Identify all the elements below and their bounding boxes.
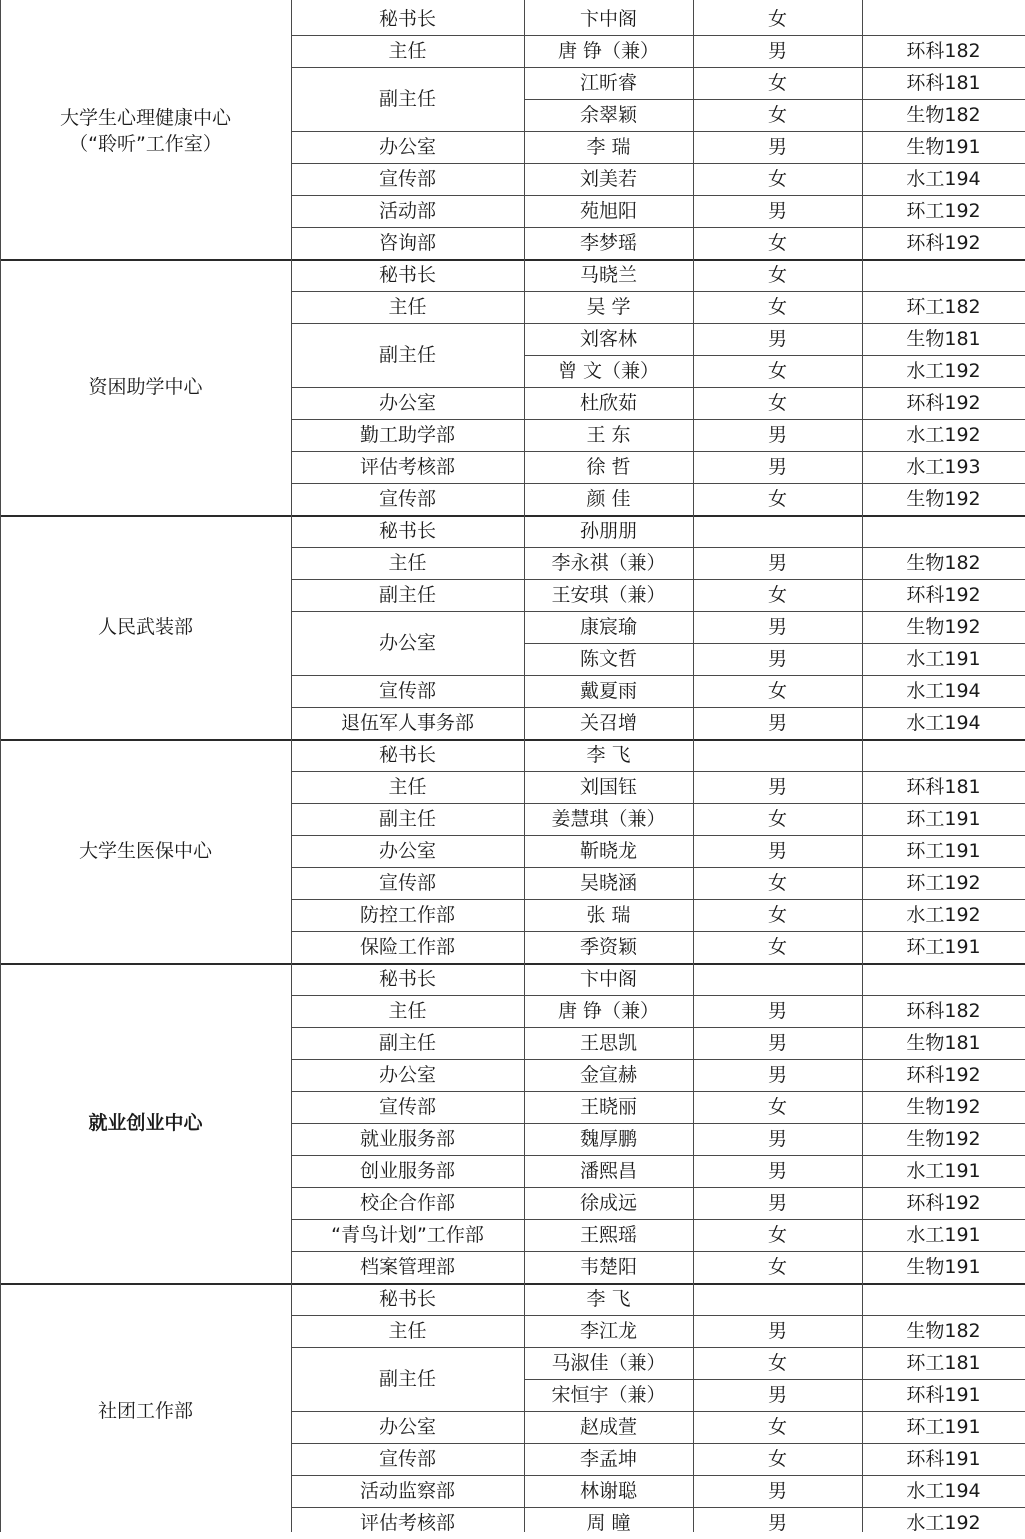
class-cell: 生物191 [906, 1256, 981, 1278]
position-cell: 主任 [388, 40, 427, 62]
class-cell [862, 3, 1025, 35]
row-divider [291, 995, 1025, 996]
row-divider [291, 323, 1025, 324]
class-cell: 生物192 [906, 488, 981, 510]
position-cell: 副主任 [378, 808, 436, 830]
row-divider [291, 131, 1025, 132]
class-cell: 水工191 [906, 648, 981, 670]
gender-cell: 男 [767, 1192, 787, 1214]
row-divider [291, 675, 1025, 676]
group-divider [0, 515, 1025, 517]
row-divider [291, 1347, 1025, 1348]
class-cell: 环工191 [906, 840, 981, 862]
class-cell: 环工191 [906, 1416, 981, 1438]
class-cell: 生物182 [906, 104, 981, 126]
member-name-cell: 曾 文（兼） [557, 360, 660, 382]
member-name-cell: 康宸瑜 [579, 616, 637, 638]
member-name-cell: 卞中阁 [579, 968, 637, 990]
row-divider [291, 1411, 1025, 1412]
position-cell: 副主任 [378, 1368, 436, 1390]
org-name-cell: 大学生心理健康中心 （“聆听”工作室） [59, 107, 231, 155]
member-name-cell: 林谢聪 [579, 1480, 637, 1502]
position-cell: 副主任 [378, 1032, 436, 1054]
gender-cell: 女 [767, 1416, 787, 1438]
row-divider [291, 1315, 1025, 1316]
position-cell: 活动监察部 [359, 1480, 455, 1502]
row-divider [291, 1187, 1025, 1188]
gender-cell: 男 [767, 712, 787, 734]
gender-cell: 女 [767, 72, 787, 94]
class-cell: 环工191 [906, 936, 981, 958]
column-divider [524, 0, 525, 1532]
class-cell [862, 259, 1025, 291]
member-name-cell: 魏厚鹏 [579, 1128, 637, 1150]
position-cell: 主任 [388, 296, 427, 318]
member-name-cell: 王晓丽 [579, 1096, 637, 1118]
class-cell: 环科191 [906, 1384, 981, 1406]
member-name-cell: 季资颖 [579, 936, 637, 958]
gender-cell: 男 [767, 456, 787, 478]
row-divider [291, 707, 1025, 708]
position-cell: 保险工作部 [359, 936, 455, 958]
group-divider [0, 963, 1025, 965]
position-cell: 办公室 [378, 840, 436, 862]
row-divider [524, 355, 1025, 356]
member-name-cell: 李江龙 [579, 1320, 637, 1342]
position-cell: 勤工助学部 [359, 424, 455, 446]
position-cell: 办公室 [378, 1416, 436, 1438]
member-name-cell: 戴夏雨 [579, 680, 637, 702]
class-cell: 环工181 [906, 1352, 981, 1374]
gender-cell: 女 [767, 872, 787, 894]
gender-cell: 男 [767, 136, 787, 158]
row-divider [291, 1219, 1025, 1220]
member-name-cell: 马淑佳（兼） [551, 1352, 666, 1374]
class-cell: 水工192 [906, 1512, 981, 1534]
member-name-cell: 李 飞 [586, 1288, 631, 1310]
class-cell: 环工182 [906, 296, 981, 318]
position-cell: 宣传部 [378, 488, 436, 510]
group-divider [0, 739, 1025, 741]
row-divider [291, 611, 1025, 612]
position-cell: 办公室 [378, 632, 436, 654]
position-cell: 咨询部 [378, 232, 436, 254]
gender-cell: 男 [767, 776, 787, 798]
class-cell [862, 1283, 1025, 1315]
class-cell: 生物181 [906, 328, 981, 350]
position-cell: 宣传部 [378, 872, 436, 894]
gender-cell: 女 [767, 1256, 787, 1278]
position-cell: 副主任 [378, 88, 436, 110]
gender-cell: 女 [767, 264, 787, 286]
gender-cell: 男 [767, 1480, 787, 1502]
row-divider [291, 835, 1025, 836]
class-cell: 水工192 [906, 360, 981, 382]
gender-cell: 男 [767, 1128, 787, 1150]
position-cell: 秘书长 [378, 744, 436, 766]
class-cell: 水工191 [906, 1160, 981, 1182]
member-name-cell: 宋恒宇（兼） [551, 1384, 666, 1406]
class-cell: 水工194 [906, 680, 981, 702]
position-cell: 秘书长 [378, 1288, 436, 1310]
class-cell: 生物182 [906, 1320, 981, 1342]
class-cell: 水工194 [906, 1480, 981, 1502]
member-name-cell: 唐 铮（兼） [557, 40, 660, 62]
class-cell: 环科192 [906, 584, 981, 606]
member-name-cell: 关召增 [579, 712, 637, 734]
position-cell: 评估考核部 [359, 1512, 455, 1534]
position-cell: 主任 [388, 552, 427, 574]
member-name-cell: 吴晓涵 [579, 872, 637, 894]
row-divider [291, 1091, 1025, 1092]
class-cell [862, 739, 1025, 771]
position-cell: 就业服务部 [359, 1128, 455, 1150]
gender-cell [693, 739, 862, 771]
member-name-cell: 姜慧琪（兼） [551, 808, 666, 830]
row-divider [291, 387, 1025, 388]
position-cell: 秘书长 [378, 520, 436, 542]
row-divider [291, 1251, 1025, 1252]
member-name-cell: 吴 学 [586, 296, 631, 318]
member-name-cell: 卞中阁 [579, 8, 637, 30]
member-name-cell: 李永祺（兼） [551, 552, 666, 574]
gender-cell: 女 [767, 936, 787, 958]
row-divider [291, 195, 1025, 196]
position-cell: 秘书长 [378, 8, 436, 30]
member-name-cell: 李 飞 [586, 744, 631, 766]
row-divider [291, 867, 1025, 868]
position-cell: 档案管理部 [359, 1256, 455, 1278]
member-name-cell: 张 瑞 [586, 904, 631, 926]
row-divider [291, 1155, 1025, 1156]
row-divider [291, 1443, 1025, 1444]
position-cell: 活动部 [378, 200, 436, 222]
gender-cell: 女 [767, 360, 787, 382]
member-name-cell: 江昕睿 [579, 72, 637, 94]
member-name-cell: 周 瞳 [586, 1512, 631, 1534]
row-divider [291, 291, 1025, 292]
member-name-cell: 徐 哲 [586, 456, 631, 478]
position-cell: 副主任 [378, 344, 436, 366]
position-cell: 宣传部 [378, 1448, 436, 1470]
gender-cell: 女 [767, 104, 787, 126]
member-name-cell: 王 东 [586, 424, 631, 446]
position-cell: 秘书长 [378, 264, 436, 286]
row-divider [524, 1379, 1025, 1380]
row-divider [291, 67, 1025, 68]
member-name-cell: 李 瑞 [586, 136, 631, 158]
position-cell: 防控工作部 [359, 904, 455, 926]
class-cell: 环工192 [906, 872, 981, 894]
position-cell: 主任 [388, 1000, 427, 1022]
gender-cell: 男 [767, 424, 787, 446]
gender-cell: 女 [767, 8, 787, 30]
position-cell: 校企合作部 [359, 1192, 455, 1214]
org-name-cell: 就业创业中心 [88, 1112, 203, 1134]
member-name-cell: 金宣赫 [579, 1064, 637, 1086]
position-cell: 宣传部 [378, 680, 436, 702]
row-divider [291, 483, 1025, 484]
member-name-cell: 王熙瑶 [579, 1224, 637, 1246]
class-cell: 环科192 [906, 232, 981, 254]
row-divider [291, 899, 1025, 900]
member-name-cell: 陈文哲 [579, 648, 637, 670]
member-name-cell: 潘熙昌 [579, 1160, 637, 1182]
member-name-cell: 李梦瑶 [579, 232, 637, 254]
column-divider [693, 0, 694, 1532]
position-cell: 办公室 [378, 136, 436, 158]
class-cell [862, 963, 1025, 995]
class-cell: 生物192 [906, 616, 981, 638]
class-cell: 生物182 [906, 552, 981, 574]
gender-cell: 男 [767, 1512, 787, 1534]
row-divider [291, 771, 1025, 772]
position-cell: 秘书长 [378, 968, 436, 990]
group-divider [0, 1283, 1025, 1285]
column-divider [862, 0, 863, 1532]
position-cell: 退伍军人事务部 [340, 712, 474, 734]
gender-cell: 男 [767, 552, 787, 574]
gender-cell [693, 963, 862, 995]
member-name-cell: 徐成远 [579, 1192, 637, 1214]
class-cell: 生物192 [906, 1096, 981, 1118]
row-divider [291, 803, 1025, 804]
position-cell: 宣传部 [378, 1096, 436, 1118]
class-cell: 生物192 [906, 1128, 981, 1150]
member-name-cell: 刘客林 [579, 328, 637, 350]
member-name-cell: 靳晓龙 [579, 840, 637, 862]
gender-cell: 男 [767, 1000, 787, 1022]
member-name-cell: 杜欣茹 [579, 392, 637, 414]
class-cell: 水工192 [906, 904, 981, 926]
gender-cell: 男 [767, 200, 787, 222]
class-cell: 水工194 [906, 168, 981, 190]
class-cell: 环工191 [906, 808, 981, 830]
class-cell: 环科181 [906, 72, 981, 94]
row-divider [291, 35, 1025, 36]
gender-cell: 女 [767, 808, 787, 830]
gender-cell: 女 [767, 584, 787, 606]
gender-cell: 女 [767, 392, 787, 414]
gender-cell: 男 [767, 1320, 787, 1342]
position-cell: 副主任 [378, 584, 436, 606]
gender-cell: 女 [767, 232, 787, 254]
class-cell: 环科182 [906, 1000, 981, 1022]
position-cell: 评估考核部 [359, 456, 455, 478]
class-cell: 环科181 [906, 776, 981, 798]
class-cell: 环科182 [906, 40, 981, 62]
column-divider [291, 0, 292, 1532]
position-cell: 宣传部 [378, 168, 436, 190]
row-divider [291, 1027, 1025, 1028]
gender-cell [693, 1283, 862, 1315]
class-cell: 水工192 [906, 424, 981, 446]
member-name-cell: 颜 佳 [586, 488, 631, 510]
row-divider [291, 1507, 1025, 1508]
org-name-cell: 大学生医保中心 [78, 840, 212, 862]
class-cell: 环科192 [906, 392, 981, 414]
member-name-cell: 苑旭阳 [579, 200, 637, 222]
member-name-cell: 王思凯 [579, 1032, 637, 1054]
gender-cell: 女 [767, 488, 787, 510]
position-cell: 办公室 [378, 392, 436, 414]
member-name-cell: 王安琪（兼） [551, 584, 666, 606]
org-name-cell: 人民武装部 [97, 616, 193, 638]
gender-cell: 男 [767, 40, 787, 62]
position-cell: 创业服务部 [359, 1160, 455, 1182]
gender-cell: 女 [767, 168, 787, 190]
org-name-cell: 资困助学中心 [88, 376, 203, 398]
row-divider [291, 547, 1025, 548]
position-cell: “青鸟计划”工作部 [331, 1224, 484, 1246]
row-divider [291, 1059, 1025, 1060]
gender-cell: 男 [767, 1064, 787, 1086]
org-name-cell: 社团工作部 [97, 1400, 193, 1422]
member-name-cell: 韦楚阳 [579, 1256, 637, 1278]
member-name-cell: 李孟坤 [579, 1448, 637, 1470]
gender-cell: 女 [767, 1448, 787, 1470]
row-divider [524, 99, 1025, 100]
class-cell: 环科191 [906, 1448, 981, 1470]
row-divider [291, 163, 1025, 164]
gender-cell: 男 [767, 648, 787, 670]
class-cell: 水工194 [906, 712, 981, 734]
class-cell: 水工191 [906, 1224, 981, 1246]
gender-cell [693, 515, 862, 547]
gender-cell: 女 [767, 1224, 787, 1246]
class-cell: 生物191 [906, 136, 981, 158]
member-name-cell: 赵成萱 [579, 1416, 637, 1438]
row-divider [291, 419, 1025, 420]
row-divider [291, 227, 1025, 228]
gender-cell: 男 [767, 1160, 787, 1182]
row-divider [291, 1123, 1025, 1124]
gender-cell: 男 [767, 616, 787, 638]
gender-cell: 男 [767, 328, 787, 350]
class-cell: 环科192 [906, 1064, 981, 1086]
row-divider [291, 579, 1025, 580]
position-cell: 办公室 [378, 1064, 436, 1086]
row-divider [291, 1475, 1025, 1476]
position-cell: 主任 [388, 1320, 427, 1342]
class-cell: 水工193 [906, 456, 981, 478]
member-name-cell: 余翠颖 [579, 104, 637, 126]
gender-cell: 女 [767, 296, 787, 318]
row-divider [291, 451, 1025, 452]
gender-cell: 女 [767, 1352, 787, 1374]
class-cell: 生物181 [906, 1032, 981, 1054]
gender-cell: 男 [767, 1384, 787, 1406]
class-cell [862, 515, 1025, 547]
member-name-cell: 孙朋朋 [579, 520, 637, 542]
gender-cell: 女 [767, 1096, 787, 1118]
member-name-cell: 马晓兰 [579, 264, 637, 286]
gender-cell: 男 [767, 1032, 787, 1054]
column-divider [0, 0, 1, 1532]
row-divider [291, 931, 1025, 932]
member-name-cell: 唐 铮（兼） [557, 1000, 660, 1022]
group-divider [0, 259, 1025, 261]
gender-cell: 女 [767, 904, 787, 926]
gender-cell: 男 [767, 840, 787, 862]
class-cell: 环科192 [906, 1192, 981, 1214]
member-name-cell: 刘美若 [579, 168, 637, 190]
gender-cell: 女 [767, 680, 787, 702]
member-name-cell: 刘国钰 [579, 776, 637, 798]
class-cell: 环工192 [906, 200, 981, 222]
position-cell: 主任 [388, 776, 427, 798]
row-divider [524, 643, 1025, 644]
